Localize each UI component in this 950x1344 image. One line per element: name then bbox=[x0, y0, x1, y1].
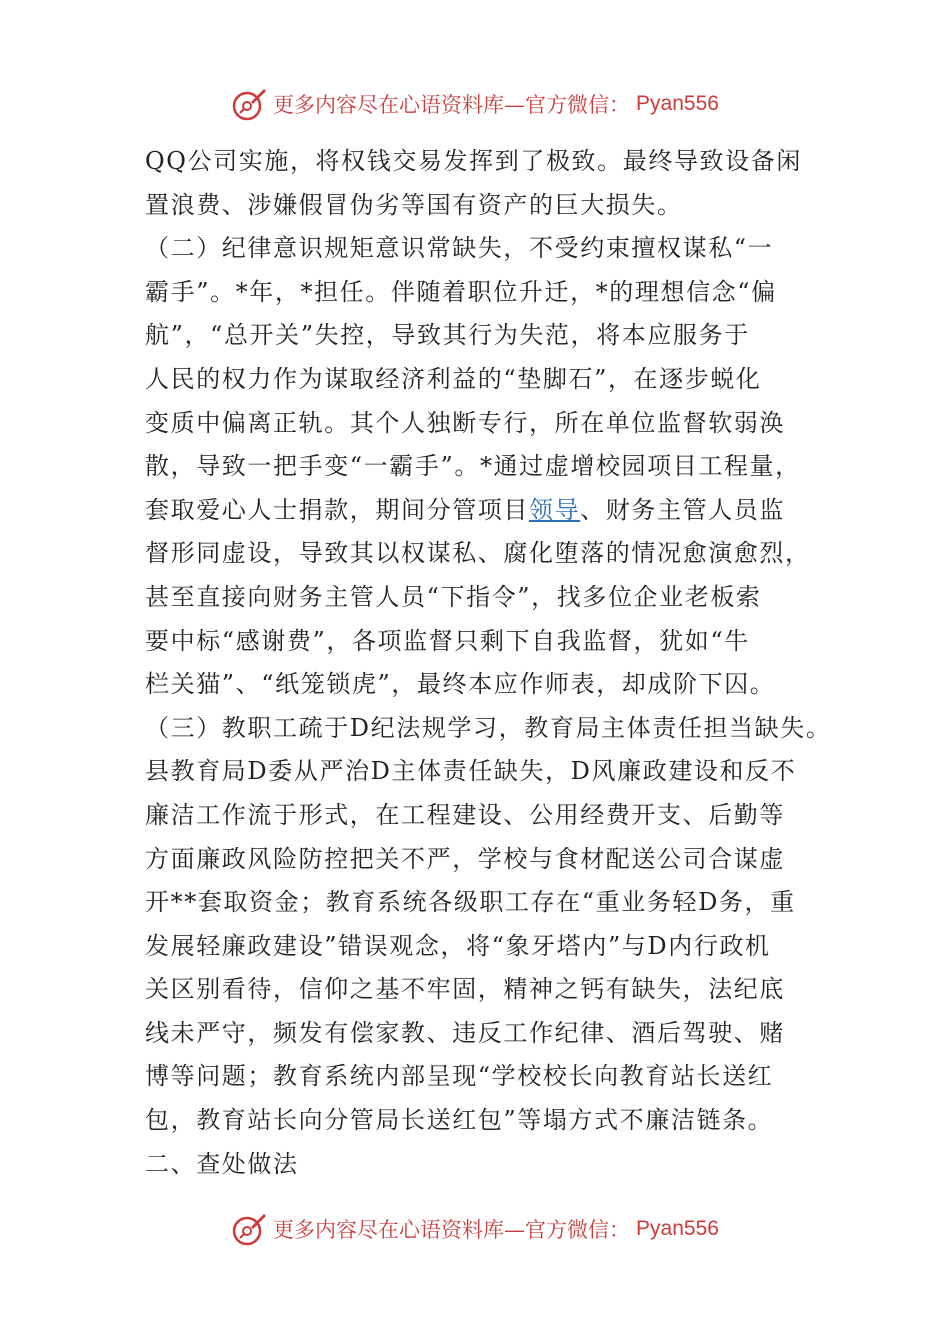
text-line: 变质中偏离正轨。其个人独断专行，所在单位监督软弱涣 bbox=[145, 408, 785, 437]
section-heading-2: （二）纪律意识规矩意识常缺失，不受约束擅权谋私“一 bbox=[145, 234, 774, 263]
watermark-footer bbox=[0, 1209, 950, 1249]
watermark-text: 更多内容尽在心语资料库—官方微信： bbox=[273, 1218, 631, 1242]
watermark-contact: Pyan556 bbox=[636, 92, 719, 115]
text-line: 人民的权力作为谋取经济利益的“垫脚石”，在逐步蜕化 bbox=[145, 364, 762, 393]
text-line: 甚至直接向财务主管人员“下指令”，找多位企业老板索 bbox=[145, 582, 762, 611]
text-line: 航”，“总开关”失控，导致其行为失范，将本应服务于 bbox=[145, 321, 750, 350]
text-line: 线未严守，频发有偿家教、违反工作纪律、酒后驾驶、赌 bbox=[145, 1018, 785, 1047]
section-heading-two: 二、查处做法 bbox=[145, 1149, 299, 1178]
text-segment: 套取爱心人士捐款，期间分管项目 bbox=[145, 495, 529, 524]
text-line: 置浪费、涉嫌假冒伪劣等国有资产的巨大损失。 bbox=[145, 190, 683, 219]
leader-link[interactable]: 领导 bbox=[529, 495, 581, 524]
text-line: 包，教育站长向分管局长送红包”等塌方式不廉洁链条。 bbox=[145, 1106, 774, 1135]
text-line: 要中标“感谢费”，各项监督只剩下自我监督，犹如“牛 bbox=[145, 626, 750, 655]
text-line: 发展轻廉政建设”错误观念，将“象牙塔内”与D内行政机 bbox=[145, 931, 771, 960]
watermark-text: 更多内容尽在心语资料库—官方微信： bbox=[273, 93, 631, 117]
text-line: 博等问题；教育系统内部呈现“学校校长向教育站长送红 bbox=[145, 1062, 774, 1091]
watermark-contact: Pyan556 bbox=[636, 1217, 719, 1240]
document-body bbox=[145, 140, 835, 1186]
text-line: 霸手”。*年，*担任。伴随着职位升迁，*的理想信念“偏 bbox=[145, 277, 777, 306]
watermark-header bbox=[0, 84, 950, 124]
text-line: 廉洁工作流于形式，在工程建设、公用经费开支、后勤等 bbox=[145, 800, 785, 829]
text-line: 督形同虚设，导致其以权谋私、腐化堕落的情况愈演愈烈， bbox=[145, 539, 811, 568]
text-line: 县教育局D委从严治D主体责任缺失，D风廉政建设和反不 bbox=[145, 757, 797, 786]
text-line: 开**套取资金；教育系统各级职工存在“重业务轻D务，重 bbox=[145, 888, 796, 917]
text-line: 方面廉政风险防控把关不严，学校与食材配送公司合谋虚 bbox=[145, 844, 785, 873]
text-line: QQ公司实施，将权钱交易发挥到了极致。最终导致设备闲 bbox=[145, 147, 802, 175]
pen-logo-icon bbox=[231, 1211, 267, 1247]
text-line: 散，导致一把手变“一霸手”。*通过虚增校园项目工程量， bbox=[145, 452, 801, 481]
text-line: 栏关猫”、“纸笼锁虎”，最终本应作师表，却成阶下囚。 bbox=[145, 670, 776, 699]
text-line bbox=[145, 489, 835, 533]
text-line: 关区别看待，信仰之基不牢固，精神之钙有缺失，法纪底 bbox=[145, 975, 785, 1004]
section-heading-3: （三）教职工疏于D纪法规学习，教育局主体责任担当缺失。 bbox=[145, 713, 832, 742]
text-segment: 、财务主管人员监 bbox=[580, 495, 786, 524]
pen-logo-icon bbox=[231, 86, 267, 122]
